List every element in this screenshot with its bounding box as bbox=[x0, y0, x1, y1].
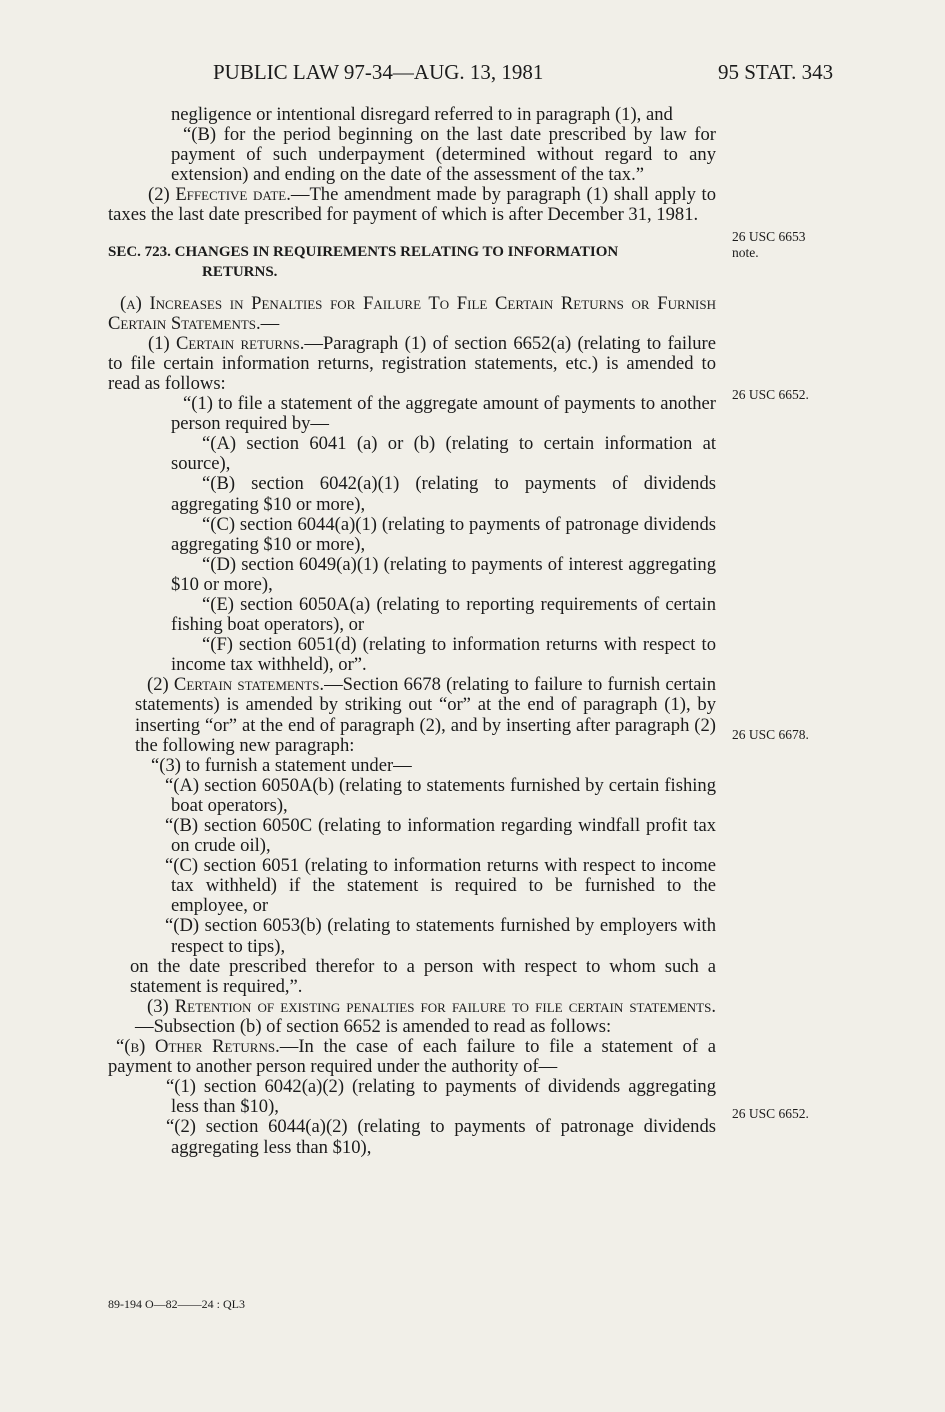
margin-note-line: note. bbox=[732, 245, 759, 260]
quoted-subsection-text: —In the case of each failure to file a statement of a payment to another person required under the authority of— bbox=[108, 1036, 716, 1078]
print-job-code: 89-194 O—82——24 : QL3 bbox=[108, 1297, 245, 1311]
section-heading bbox=[108, 242, 716, 282]
subsection-heading: (a) Increases in Penalties for Failure To File Certain Returns or Furnish Certain Statements. bbox=[108, 292, 716, 334]
quoted-clause-e: “(E) section 6050A(a) (relating to reporting requirements of certain fishing boat operators), or bbox=[171, 593, 716, 636]
margin-note-line: 26 USC 6653 bbox=[732, 229, 806, 244]
margin-note-6678: 26 USC 6678. bbox=[732, 727, 809, 742]
margin-note-6652a: 26 USC 6652. bbox=[732, 387, 809, 402]
paragraph-text: —Subsection (b) of section 6652 is amended to read as follows: bbox=[135, 1015, 612, 1037]
quoted-subsection-b bbox=[108, 1037, 716, 1077]
paragraph-heading: (1) Certain returns. bbox=[148, 332, 305, 354]
paragraph-b: “(B) for the period beginning on the last date prescribed by law for payment of such underpayment (determined without regard to any extension) and ending on the date of the assessment of the tax.” bbox=[171, 124, 716, 186]
quoted-statement-a: “(A) section 6050A(b) (relating to statements furnished by certain fishing boat operators), bbox=[165, 774, 716, 816]
quoted-statement-b: “(B) section 6050C (relating to information regarding windfall profit tax on crude oil), bbox=[165, 815, 716, 857]
paragraph-heading: (2) Effective date. bbox=[148, 184, 291, 206]
quoted-clause-f: “(F) section 6051(d) (relating to information returns with respect to income tax withheld), or”. bbox=[171, 634, 716, 676]
subsection-dash: — bbox=[260, 312, 280, 334]
paragraph-text: —The amendment made by paragraph (1) shall apply to taxes the last date prescribed for payment of which is after December 31, 1981. bbox=[108, 184, 716, 226]
subsection-a-heading bbox=[108, 294, 716, 334]
quoted-clause-c: “(C) section 6044(a)(1) (relating to payments of patronage dividends aggregating $10 or more), bbox=[171, 513, 716, 555]
paragraph-continuation: negligence or intentional disregard referred to in paragraph (1), and bbox=[171, 104, 673, 125]
quoted-paragraph-3: “(3) to furnish a statement under— bbox=[151, 754, 412, 776]
section-heading-line2: RETURNS. bbox=[202, 263, 278, 280]
section-heading-line1: SEC. 723. CHANGES IN REQUIREMENTS RELATING TO INFORMATION bbox=[108, 243, 619, 260]
quoted-authority-1: “(1) section 6042(a)(2) (relating to payments of dividends aggregating less than $10), bbox=[166, 1076, 716, 1118]
paragraph-retention bbox=[108, 997, 716, 1037]
paragraph-heading: (2) Certain statements. bbox=[147, 674, 325, 696]
quoted-authority-2: “(2) section 6044(a)(2) (relating to payments of patronage dividends aggregating less than $10), bbox=[166, 1116, 716, 1158]
paragraph-text: —Section 6678 (relating to failure to furnish certain statements) is amended by striking out “or” at the end of paragraph (1), by inserting “or” at the end of paragraph (2), and by inserting after paragraph (2) the following new paragraph: bbox=[135, 674, 716, 756]
paragraph-certain-statements bbox=[108, 675, 716, 755]
quoted-statement-c: “(C) section 6051 (relating to information returns with respect to income tax withheld) if the statement is required to be furnished to the employee, or bbox=[165, 855, 716, 917]
margin-note-6653 bbox=[732, 229, 806, 261]
paragraph-heading: (3) Retention of existing penalties for failure to file certain statements. bbox=[147, 995, 716, 1017]
document-body bbox=[108, 105, 716, 1158]
quoted-clause-b: “(B) section 6042(a)(1) (relating to payments of dividends aggregating $10 or more), bbox=[171, 473, 716, 515]
quoted-clause-d: “(D) section 6049(a)(1) (relating to payments of interest aggregating $10 or more), bbox=[171, 553, 716, 595]
quoted-clause-a: “(A) section 6041 (a) or (b) (relating to certain information at source), bbox=[171, 433, 716, 475]
page-header bbox=[0, 60, 945, 90]
header-statute-page: 95 STAT. 343 bbox=[718, 60, 834, 84]
quoted-statement-d: “(D) section 6053(b) (relating to statements furnished by employers with respect to tips), bbox=[165, 915, 716, 957]
quoted-paragraph-3-tail: on the date prescribed therefor to a person with respect to whom such a statement is required,”. bbox=[130, 955, 716, 997]
header-title: PUBLIC LAW 97-34—AUG. 13, 1981 bbox=[213, 60, 544, 84]
paragraph-certain-returns bbox=[108, 334, 716, 394]
paragraph-effective-date bbox=[108, 185, 716, 225]
quoted-subsection-heading: “(b) Other Returns. bbox=[116, 1036, 280, 1058]
quoted-paragraph-1: “(1) to file a statement of the aggregate amount of payments to another person required by— bbox=[171, 393, 716, 435]
paragraph-text: —Paragraph (1) of section 6652(a) (relating to failure to file certain information returns, registration statements, etc.) is amended to read as follows: bbox=[108, 332, 716, 394]
margin-note-6652b: 26 USC 6652. bbox=[732, 1106, 809, 1121]
